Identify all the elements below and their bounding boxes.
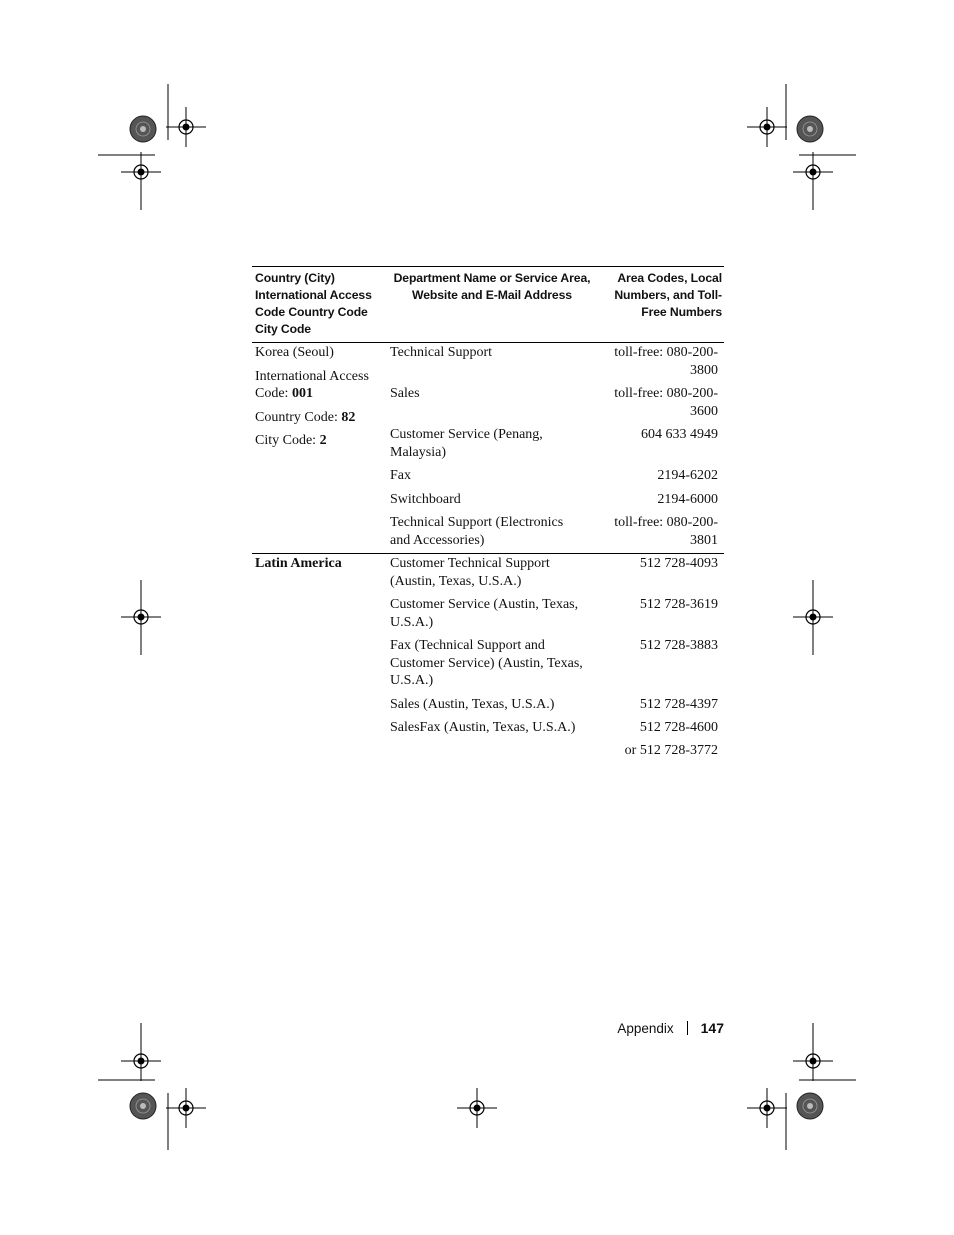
table-group-latin-america [252, 554, 724, 763]
table-row [387, 467, 724, 485]
table-row [387, 555, 724, 590]
department: Customer Technical Support (Austin, Texas, U.S.A.) [390, 556, 550, 589]
contact-table [252, 266, 724, 763]
table-row [387, 637, 724, 690]
crosshair-icon [747, 107, 787, 147]
department: Sales (Austin, Texas, U.S.A.) [390, 696, 555, 712]
rows [387, 555, 724, 759]
department: Fax (Technical Support and Customer Service) (Austin, Texas, U.S.A.) [390, 638, 583, 688]
department: Sales [390, 386, 420, 401]
registration-disc-icon [130, 116, 156, 142]
department: Customer Service (Austin, Texas, U.S.A.) [390, 597, 579, 630]
table-row [387, 491, 724, 509]
department: Switchboard [390, 491, 461, 507]
header-numbers: Area Codes, Local Numbers, and Toll-Free Numbers [614, 271, 722, 319]
number: 2194-6000 [657, 491, 718, 507]
footer-divider [687, 1021, 688, 1035]
rows [387, 344, 724, 549]
city-code: City Code: 2 [255, 433, 327, 448]
registration-disc-icon [797, 116, 823, 142]
number: 2194-6202 [657, 468, 718, 483]
number: 512 728-3883 [639, 638, 718, 653]
table-row [387, 596, 724, 631]
registration-disc-icon [797, 1093, 823, 1119]
number: 512 728-4093 [639, 556, 718, 571]
department: SalesFax (Austin, Texas, U.S.A.) [390, 720, 576, 735]
crosshair-icon [166, 107, 206, 147]
header-country: Country (City) International Access Code Country Code City Code [255, 271, 372, 336]
crosshair-icon [747, 1088, 787, 1128]
crosshair-icon [457, 1088, 497, 1128]
number: toll-free: 080-200-3800 [614, 345, 718, 378]
number: toll-free: 080-200-3600 [614, 386, 718, 419]
country-cell [252, 555, 387, 759]
number: 512 728-4397 [639, 696, 718, 712]
department: Fax [390, 468, 411, 483]
alternate-number: or 512 728-3772 [624, 742, 718, 758]
table-row [387, 514, 724, 549]
registration-disc-icon [130, 1093, 156, 1119]
table-row [387, 696, 724, 714]
table-row [387, 426, 724, 461]
section-name: Appendix [617, 1020, 674, 1036]
department: Technical Support (Electronics and Accessories) [390, 515, 564, 548]
department: Customer Service (Penang, Malaysia) [390, 427, 543, 460]
page-number: 147 [700, 1020, 724, 1036]
number: toll-free: 080-200-3801 [614, 515, 718, 548]
table-row [387, 344, 724, 379]
table-header [252, 266, 724, 343]
table-group-korea [252, 343, 724, 554]
table-row [387, 385, 724, 420]
crosshair-icon [166, 1088, 206, 1128]
country-name: Latin America [255, 556, 342, 571]
department: Technical Support [390, 345, 493, 360]
country-code: Country Code: 82 [255, 409, 356, 425]
country-name: Korea (Seoul) [255, 345, 334, 360]
number: 604 633 4949 [641, 427, 718, 442]
number: 512 728-4600 [639, 720, 718, 735]
page-footer [617, 1020, 724, 1036]
table-row [387, 719, 724, 737]
number: 512 728-3619 [639, 597, 718, 612]
country-cell [252, 344, 387, 549]
header-department: Department Name or Service Area, Website and E-Mail Address [393, 271, 591, 302]
access-code: International Access Code: 001 [255, 368, 369, 401]
